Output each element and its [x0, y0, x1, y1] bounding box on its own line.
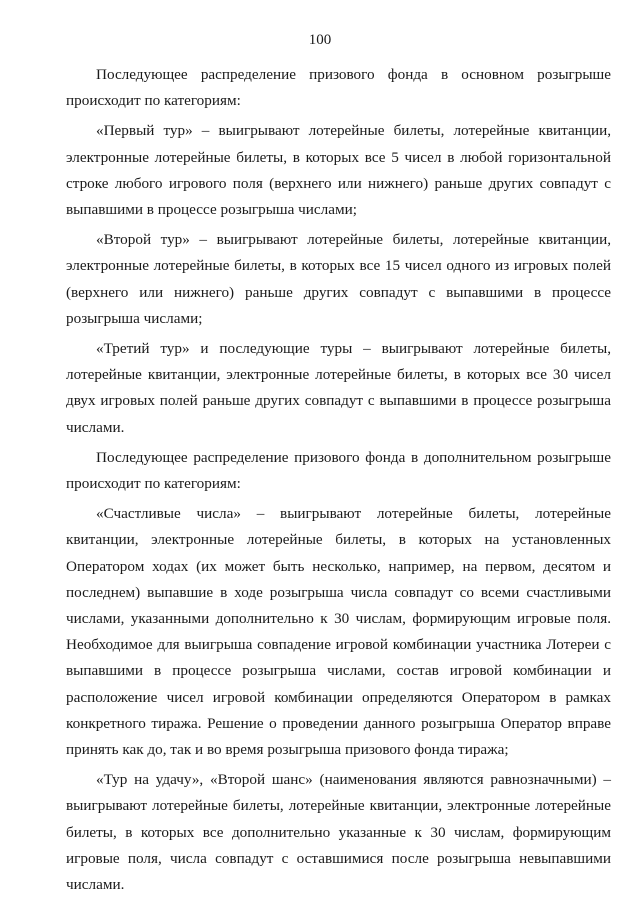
paragraph-third-round: «Третий тур» и последующие туры – выигрывают лотерейные билеты, лотерейные квитанции, электронные лотерейные билеты, в которых все 30 чисел двух игровых полей раньше других совпадут с выпавшими в процессе розыгрыша числами.: [66, 340, 611, 436]
paragraph-lucky-numbers: «Счастливые числа» – выигрывают лотерейные билеты, лотерейные квитанции, электронные лотерейные билеты, в которых на установленных Оператором ходах (их может быть несколько, например, на первом, десятом и последнем) выпавшие в ходе розыгрыша числа совпадут со всеми счастливыми числами, указанными дополнительно к 30 числам, формирующим игровые поля. Необходимое для выигрыша совпадение игровой комбинации участника Лотереи с выпавшими в процессе розыгрыша числами, состав игровой комбинации и расположение чисел игровой комбинации определяются Оператором в рамках конкретного тиража. Решение о проведении данного розыгрыша Оператор вправе принять как до, так и во время розыгрыша призового фонда тиража;: [66, 505, 611, 759]
page-number: 100: [308, 32, 332, 48]
paragraph-additional-draw-intro: Последующее распределение призового фонда в дополнительном розыгрыше происходит по категориям:: [66, 448, 611, 493]
document-body: [66, 62, 611, 898]
paragraph-main-draw-intro: Последующее распределение призового фонда в основном розыгрыше происходит по категориям:: [66, 66, 611, 110]
paragraph-second-round: «Второй тур» – выигрывают лотерейные билеты, лотерейные квитанции, электронные лотерейные билеты, в которых все 15 чисел одного из игровых полей (верхнего или нижнего) раньше других совпадут с выпавшими в процессе розыгрыша числами;: [66, 231, 611, 327]
paragraph-first-round: «Первый тур» – выигрывают лотерейные билеты, лотерейные квитанции, электронные лотерейные билеты, в которых все 5 чисел в любой горизонтальной строке любого игрового поля (верхнего или нижнего) раньше других совпадут с выпавшими в процессе розыгрыша числами;: [66, 122, 611, 219]
paragraph-second-chance: «Тур на удачу», «Второй шанс» (наименования являются равнозначными) – выигрывают лотерейные билеты, лотерейные квитанции, электронные лотерейные билеты, в которых все дополнительно указанные к 30 числам, формирующим игровые поля, числа совпадут с оставшимися после розыгрыша невыпавшими числами.: [66, 771, 611, 894]
